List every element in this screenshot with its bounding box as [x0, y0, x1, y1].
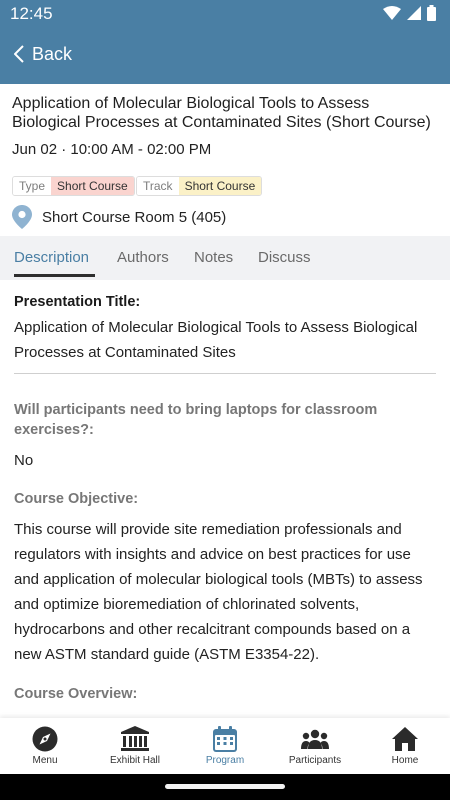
track-tag-key: Track	[137, 177, 179, 195]
type-tag	[12, 176, 135, 196]
nav-home-label: Home	[391, 755, 419, 766]
tab-notes[interactable]: Notes	[194, 249, 234, 266]
system-navigation-bar	[0, 774, 450, 800]
tab-discuss[interactable]: Discuss	[258, 249, 311, 266]
laptop-question-label: Will participants need to bring laptops for classroom exercises?:	[14, 402, 378, 438]
type-tag-value: Short Course	[51, 177, 134, 195]
nav-menu-label: Menu	[32, 755, 58, 766]
tab-description[interactable]: Description	[14, 249, 90, 266]
status-time: 12:45	[10, 4, 53, 23]
nav-participants-label: Participants	[288, 755, 342, 766]
presentation-title-text: Application of Molecular Biological Tools to Assess Biological Processes at Contaminated Sites	[14, 319, 418, 361]
course-objective-label: Course Objective:	[14, 491, 139, 507]
presentation-title-label: Presentation Title:	[14, 294, 141, 310]
session-header	[12, 94, 438, 132]
chevron-left-icon	[14, 45, 24, 63]
tab-authors[interactable]: Authors	[117, 249, 169, 266]
status-icons	[383, 5, 436, 21]
course-overview-label: Course Overview:	[14, 686, 138, 702]
course-objective-text: This course will provide site remediation professionals and regulators with insights and advice on best practices for use and application of molecular biological tools (MBTs) to assess and optimize bioremediation of chlorinated solvents, hydrocarbons and other recalcitrant compounds based on a new ASTM standard guide (ASTM E3354-22).	[14, 521, 423, 663]
compass-icon	[32, 726, 58, 752]
people-icon	[301, 729, 329, 751]
battery-icon	[427, 5, 436, 21]
app-bar	[0, 26, 450, 84]
nav-program-label: Program	[205, 755, 245, 766]
signal-icon	[407, 6, 421, 20]
status-bar	[0, 0, 450, 26]
track-tag-value: Short Course	[179, 177, 262, 195]
back-label: Back	[32, 43, 73, 64]
wifi-icon	[383, 6, 401, 20]
location-label: Short Course Room 5 (405)	[42, 208, 227, 226]
type-tag-key: Type	[13, 177, 51, 195]
description-content	[14, 294, 436, 365]
home-icon	[391, 726, 419, 752]
home-gesture-handle[interactable]	[165, 784, 285, 789]
building-icon	[121, 726, 149, 752]
back-button[interactable]	[14, 41, 72, 67]
map-pin-icon	[12, 205, 32, 229]
nav-program[interactable]	[180, 718, 270, 774]
nav-home[interactable]	[360, 718, 450, 774]
calendar-icon	[213, 726, 237, 752]
session-datetime: Jun 02 · 10:00 AM - 02:00 PM	[12, 141, 212, 158]
track-tag	[136, 176, 262, 196]
nav-exhibit-hall-label: Exhibit Hall	[109, 755, 161, 766]
active-tab-indicator	[14, 274, 95, 277]
session-title: Application of Molecular Biological Tools to Assess Biological Processes at Contaminated Sites (Short Course)	[12, 95, 431, 131]
divider	[14, 373, 436, 374]
nav-participants[interactable]	[270, 718, 360, 774]
nav-exhibit-hall[interactable]	[90, 718, 180, 774]
session-location[interactable]	[12, 205, 226, 229]
bottom-navigation	[0, 718, 450, 774]
nav-menu[interactable]	[0, 718, 90, 774]
laptop-answer: No	[14, 452, 34, 469]
